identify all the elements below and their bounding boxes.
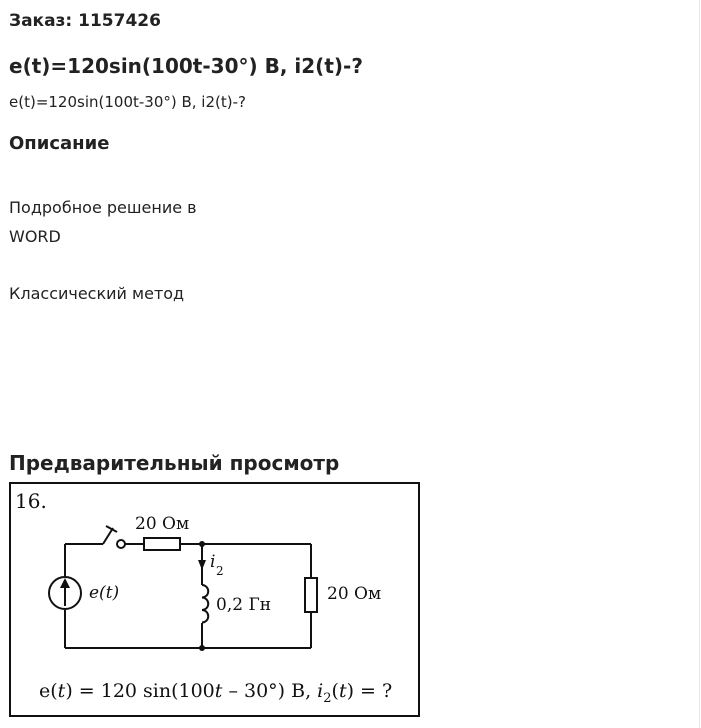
resistor-r1 — [144, 538, 180, 550]
source-label: e(t) — [89, 583, 120, 603]
node-top — [199, 541, 205, 547]
formula: e(t) = 120 sin(100t – 30°) В, $i_2(t)$ = ? — [39, 680, 393, 706]
r2-label: 20 Ом — [327, 584, 382, 604]
order-number: Заказ: 1157426 — [9, 11, 161, 31]
resistor-r2 — [305, 578, 317, 612]
inductor-label: 0,2 Гн — [216, 595, 272, 615]
description-line: Подробное решение в — [9, 198, 197, 217]
switch-contact — [117, 540, 125, 548]
problem-statement: e(t)=120sin(100t-30°) В, i2(t)-? — [9, 93, 246, 111]
node-bottom — [199, 645, 205, 651]
current-label: i — [210, 552, 216, 572]
preview-image — [9, 482, 420, 717]
problem-number: 16. — [15, 489, 47, 513]
description-line: WORD — [9, 227, 61, 246]
page-title: e(t)=120sin(100t-30°) В, i2(t)-? — [9, 54, 363, 78]
preview-heading: Предварительный просмотр — [9, 451, 340, 475]
r1-label: 20 Ом — [135, 514, 190, 534]
circuit-diagram — [9, 482, 420, 717]
description-line: Классический метод — [9, 284, 185, 303]
description-heading: Описание — [9, 133, 110, 154]
current-subscript: 2 — [216, 564, 224, 578]
